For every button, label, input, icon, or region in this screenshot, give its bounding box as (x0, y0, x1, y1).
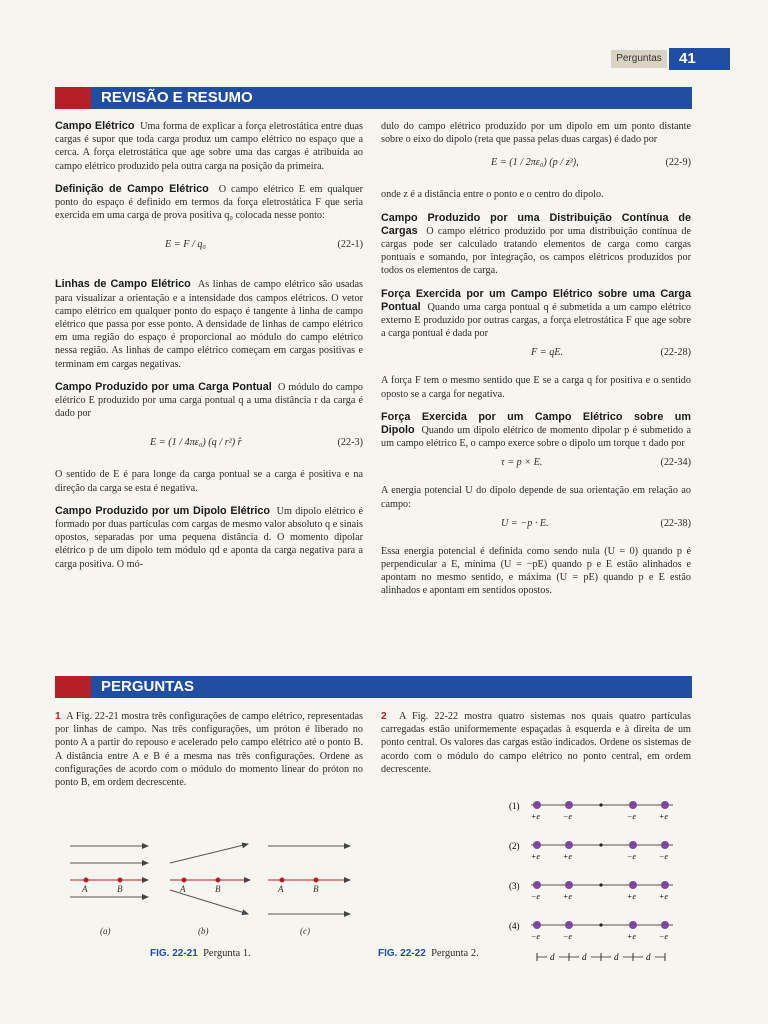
para-dipole (55, 505, 363, 571)
body: Quando um dipolo elétrico de momento dipolar p é submetido a um campo elétrico E, o campo exerce sobre o dipolo um torque τ dado por (381, 425, 692, 450)
equation-number: (22-1) (337, 239, 363, 251)
questions-title: PERGUNTAS (101, 678, 195, 695)
center-point (599, 923, 602, 926)
heading: Linhas de Campo Elétrico (55, 278, 191, 291)
heading: Campo Elétrico (55, 120, 135, 132)
formula: E = F / q₀ (165, 239, 206, 251)
body: O campo elétrico produzido por uma distribuição contínua de cargas pode ser calculado tratando elementos de carga como cargas pontuais e somando, por integração, os campos elétricos produzidos por todos os elementos de carga. (381, 225, 691, 277)
question-text: A Fig. 22-22 mostra quatro sistemas nos quais quatro partículas carregadas estão uniformemente espaçadas à esquerda e à direita de um ponto central. Os valores das cargas estão indicados. Ordene os sistemas de acordo com o módulo do campo elétrico no ponto central, em ordem decrescente. (381, 711, 691, 775)
heading: Campo Produzido por um Dipolo Elétrico (55, 504, 271, 517)
body: onde z é a distância entre o ponto e o centro do dipolo. (381, 189, 604, 201)
figure-22-21 (60, 828, 360, 938)
label-config-a: (a) (100, 926, 111, 936)
equation-22-9 (381, 150, 691, 180)
spacing-label-d: d (614, 952, 619, 962)
equation-number: (22-3) (337, 437, 363, 449)
figure-22-21-caption (150, 948, 251, 959)
questions-banner (55, 676, 692, 698)
body: dulo do campo elétrico produzido por um dipolo em um ponto distante sobre o eixo do dipolo (reta que passa pelas duas cargas) é dado por (381, 121, 691, 146)
charge-label: +e (531, 812, 540, 821)
point-b-dot (216, 878, 221, 883)
charge-label: +e (563, 852, 572, 861)
equation-number: (22-28) (660, 347, 691, 359)
formula: E = (1 / 4πε₀) (q / r²) r̂ (150, 437, 242, 449)
spacing-label-d: d (582, 952, 587, 962)
body: Uma forma de explicar a força eletrostática entre duas cargas é supor que toda carga produz um campo elétrico no espaço que a cerca. A força eletrostática que age sobre uma das cargas é atribuída ao campo elétrico produzido pela outra carga na posição da primeira. (55, 121, 363, 172)
left-column (55, 120, 363, 581)
para-potential-energy (381, 484, 691, 510)
charge-particle (565, 921, 573, 929)
charge-label: −e (563, 932, 572, 941)
body: Essa energia potencial é definida como sendo nula (U = 0) quando p é perpendicular a E, mínima (U = −pE) quando p e E estão alinhados e apontam no mesmo sentido, e máxima (U = pE) quando p e E estão alinhados e apontam em sentidos opostos. (381, 545, 691, 597)
para-force-direction (381, 374, 691, 400)
charge-particle (629, 801, 637, 809)
center-point (599, 803, 602, 806)
label-A: A (278, 884, 284, 894)
system-label: (1) (509, 801, 520, 811)
question-2 (381, 710, 691, 776)
formula: τ = p × E. (501, 457, 543, 469)
right-column (381, 120, 691, 608)
formula: F = qE. (531, 347, 564, 359)
charge-particle (533, 801, 541, 809)
equation-number: (22-9) (665, 157, 691, 169)
page-header (611, 48, 730, 70)
charge-label: +e (659, 812, 668, 821)
body: O módulo do campo elétrico E produzido por uma carga pontual q a uma distância r da carga é dado por (55, 381, 364, 420)
body: O campo elétrico E em qualquer ponto do espaço é definido em termos da força eletrostática F que seria exercida em uma carga de prova positiva q₀ colocada nesse ponto: (55, 183, 364, 222)
charge-particle (661, 881, 669, 889)
heading: Campo Produzido por uma Distribuição Contínua de Cargas (381, 211, 691, 237)
point-b-dot (118, 878, 123, 883)
equation-22-34 (381, 452, 691, 476)
body: Um dipolo elétrico é formado por duas partículas com cargas de mesmo valor absoluto q e sinais opostos, separadas por uma pequena distância d. O momento dipolar elétrico p de um dipolo tem módulo qd e aponta da carga negativa para a carga positiva. O mó- (55, 505, 363, 570)
para-force-dipole (381, 411, 691, 451)
charge-particle (629, 841, 637, 849)
body: A energia potencial U do dipolo depende de sua orientação em relação ao campo: (381, 485, 691, 510)
label-A: A (82, 884, 88, 894)
charge-particle (565, 841, 573, 849)
charge-particle (533, 881, 541, 889)
section-tab: Perguntas (611, 50, 667, 68)
label-config-c: (c) (300, 926, 310, 936)
spacing-label-d: d (646, 952, 651, 962)
charge-label: +e (627, 932, 636, 941)
charge-label: −e (563, 812, 572, 821)
formula: E = (1 / 2πε₀) (p / z³), (491, 157, 579, 169)
figure-label: FIG. 22-22 (378, 948, 426, 959)
point-a-dot (182, 878, 187, 883)
charge-label: −e (531, 932, 540, 941)
equation-22-3 (55, 430, 363, 460)
caption-text: Pergunta 1. (203, 948, 251, 959)
para-dipole-cont (381, 120, 691, 146)
body: O sentido de E é para longe da carga pontual se a carga é positiva e na direção da carga se esta é negativa. (55, 469, 363, 494)
question-1 (55, 710, 363, 789)
page-number: 41 (669, 48, 730, 70)
equation-number: (22-38) (660, 517, 691, 529)
point-a-dot (84, 878, 89, 883)
heading: Definição de Campo Elétrico (55, 182, 209, 195)
body: A força F tem o mesmo sentido que E se a carga q for positiva e o sentido oposto se a carga for negativa. (381, 375, 691, 400)
equation-22-1 (55, 232, 363, 262)
charge-label: +e (659, 892, 668, 901)
equation-22-38 (381, 513, 691, 537)
charge-label: −e (659, 932, 668, 941)
charge-particle (661, 921, 669, 929)
question-number: 1 (55, 711, 61, 722)
point-a-dot (280, 878, 285, 883)
equation-22-28 (381, 342, 691, 366)
body: Quando uma carga pontual q é submetida a um campo elétrico externo E produzido por outras cargas, a força eletrostática F que age sobre a carga pontual é dada por (381, 301, 692, 340)
figure-22-22-caption (378, 948, 479, 959)
label-config-b: (b) (198, 926, 209, 936)
label-A: A (180, 884, 186, 894)
question-text: A Fig. 22-21 mostra três configurações de campo elétrico, representadas por linhas de campo. Nas três configurações, um próton é liberado no ponto A a partir do repouso e acelerado pelo campo elétrico até o ponto B. A distância entre A e B é a mesma nas três configurações. Ordene as configurações de acordo com o módulo do momento linear do próton no ponto B, em ordem decrescente. (55, 711, 363, 789)
system-label: (4) (509, 921, 520, 931)
charge-label: −e (531, 892, 540, 901)
label-B: B (215, 884, 221, 894)
para-force-charge (381, 288, 691, 341)
charge-label: +e (531, 852, 540, 861)
figure-22-22 (505, 795, 695, 970)
para-field-definition (55, 183, 363, 223)
caption-text: Pergunta 2. (431, 948, 479, 959)
charge-label: +e (563, 892, 572, 901)
heading: Campo Produzido por uma Carga Pontual (55, 380, 272, 393)
system-label: (3) (509, 881, 520, 891)
para-energy-cases (381, 545, 691, 598)
center-point (599, 843, 602, 846)
heading: Força Exercida por um Campo Elétrico sobre um Dipolo (381, 410, 691, 437)
center-point (599, 883, 602, 886)
charge-label: −e (627, 852, 636, 861)
para-continuous (381, 212, 691, 278)
question-number: 2 (381, 711, 387, 722)
charge-particle (629, 881, 637, 889)
equation-number: (22-34) (660, 457, 691, 469)
formula: U = −p · E. (501, 517, 549, 529)
para-direction (55, 468, 363, 494)
system-label: (2) (509, 841, 520, 851)
point-b-dot (314, 878, 319, 883)
spacing-label-d: d (550, 952, 555, 962)
figure-label: FIG. 22-21 (150, 948, 198, 959)
para-field-lines (55, 278, 363, 370)
para-z-distance (381, 188, 691, 201)
charge-particle (533, 921, 541, 929)
charge-particle (533, 841, 541, 849)
body: As linhas de campo elétrico são usadas para visualizar a orientação e a intensidade dos campos elétricos. O vetor campo elétrico em qualquer ponto do espaço é tangente à linha de campo elétrico que passa por esse ponto. A densidade de linhas de campo elétrico em uma região do espaço é proporcional ao módulo do campo elétrico nessa região. As linhas de campo elétrico começam em cargas positivas e terminam em cargas negativas. (55, 279, 364, 370)
charge-particle (661, 841, 669, 849)
label-B: B (117, 884, 123, 894)
charge-label: −e (659, 852, 668, 861)
para-point-charge (55, 381, 363, 421)
para-electric-field (55, 120, 363, 173)
charge-label: −e (627, 812, 636, 821)
charge-label: +e (627, 892, 636, 901)
charge-particle (565, 881, 573, 889)
review-banner (55, 87, 692, 109)
charge-particle (565, 801, 573, 809)
charge-particle (661, 801, 669, 809)
label-B: B (313, 884, 319, 894)
heading: Força Exercida por um Campo Elétrico sobre uma Carga Pontual (381, 287, 691, 313)
charge-particle (629, 921, 637, 929)
review-title: REVISÃO E RESUMO (101, 89, 253, 106)
